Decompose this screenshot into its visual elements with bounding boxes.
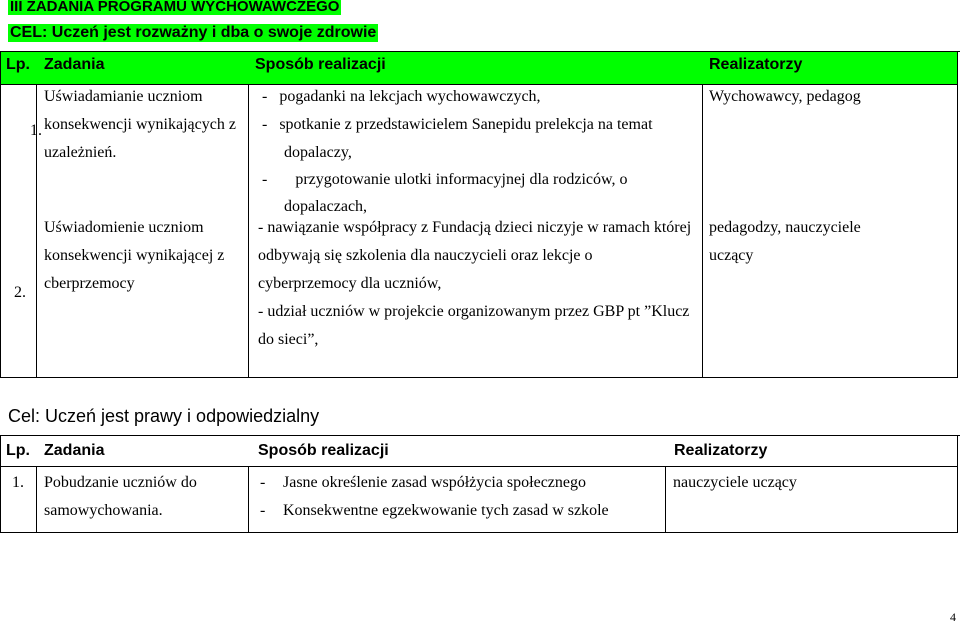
row2-who-line2: uczący xyxy=(709,247,754,264)
header-tasks: Zadania xyxy=(44,56,105,73)
row2-lp: 2. xyxy=(14,284,26,301)
s2-row1-method-dash1: - xyxy=(260,474,266,491)
header-2-tasks: Zadania xyxy=(44,442,105,459)
row2-task-line1: Uświadomienie uczniom xyxy=(44,219,204,236)
s2-row1-method-dash2: - xyxy=(260,502,266,519)
row1-who: Wychowawcy, pedagog xyxy=(709,88,861,105)
s2-row1-method-line1: Jasne określenie zasad współżycia społecznego xyxy=(283,474,586,491)
row1-task-line3: uzależnień. xyxy=(44,144,117,161)
s2-row1-task-line2: samowychowania. xyxy=(44,502,163,519)
s2-row1-lp: 1. xyxy=(12,474,24,491)
header-who: Realizatorzy xyxy=(709,56,803,73)
row2-method-line4: - udział uczniów w projekcie organizowanym przez GBP pt ”Klucz xyxy=(258,303,690,320)
s2-row1-task-line1: Pobudzanie uczniów do xyxy=(44,474,197,491)
header-2-method: Sposób realizacji xyxy=(258,442,389,459)
row1-method-line2: - spotkanie z przedstawicielem Sanepidu prelekcja na temat xyxy=(262,116,653,133)
page-number: 4 xyxy=(950,610,956,624)
row1-method-line1: - pogadanki na lekcjach wychowawczych, xyxy=(262,88,541,105)
header-lp: Lp. xyxy=(6,56,30,73)
row2-who-line1: pedagodzy, nauczyciele xyxy=(709,219,861,236)
row2-task-line2: konsekwencji wynikającej z xyxy=(44,247,225,264)
row2-task-line3: cberprzemocy xyxy=(44,275,135,292)
row1-method-line4: - przygotowanie ulotki informacyjnej dla rodziców, o xyxy=(262,171,628,188)
row2-method-line1: - nawiązanie współpracy z Fundacją dzieci niczyje w ramach której xyxy=(258,219,692,236)
row1-method-line3: dopalaczy, xyxy=(284,144,352,161)
table-1-header-row xyxy=(1,52,957,84)
section-goal: CEL: Uczeń jest rozważny i dba o swoje zdrowie xyxy=(10,24,377,41)
s2-row1-method-line2: Konsekwentne egzekwowanie tych zasad w szkole xyxy=(283,502,609,519)
row1-lp: 1. xyxy=(30,122,42,139)
section-title: III ZADANIA PROGRAMU WYCHOWAWCZEGO xyxy=(10,0,340,15)
s2-row1-who: nauczyciele uczący xyxy=(673,474,797,491)
row1-task-line1: Uświadamianie uczniom xyxy=(44,88,203,105)
section-2-goal: Cel: Uczeń jest prawy i odpowiedzialny xyxy=(8,406,320,426)
row2-method-line2: odbywają się szkolenia dla nauczycieli oraz lekcje o xyxy=(258,247,593,264)
row2-method-line5: do sieci”, xyxy=(258,331,319,348)
row1-task-line2: konsekwencji wynikających z xyxy=(44,116,236,133)
row2-method-line3: cyberprzemocy dla uczniów, xyxy=(258,275,442,292)
row1-method-line5: dopalaczach, xyxy=(284,198,368,215)
header-2-lp: Lp. xyxy=(6,442,30,459)
header-method: Sposób realizacji xyxy=(255,56,386,73)
header-2-who: Realizatorzy xyxy=(674,442,768,459)
